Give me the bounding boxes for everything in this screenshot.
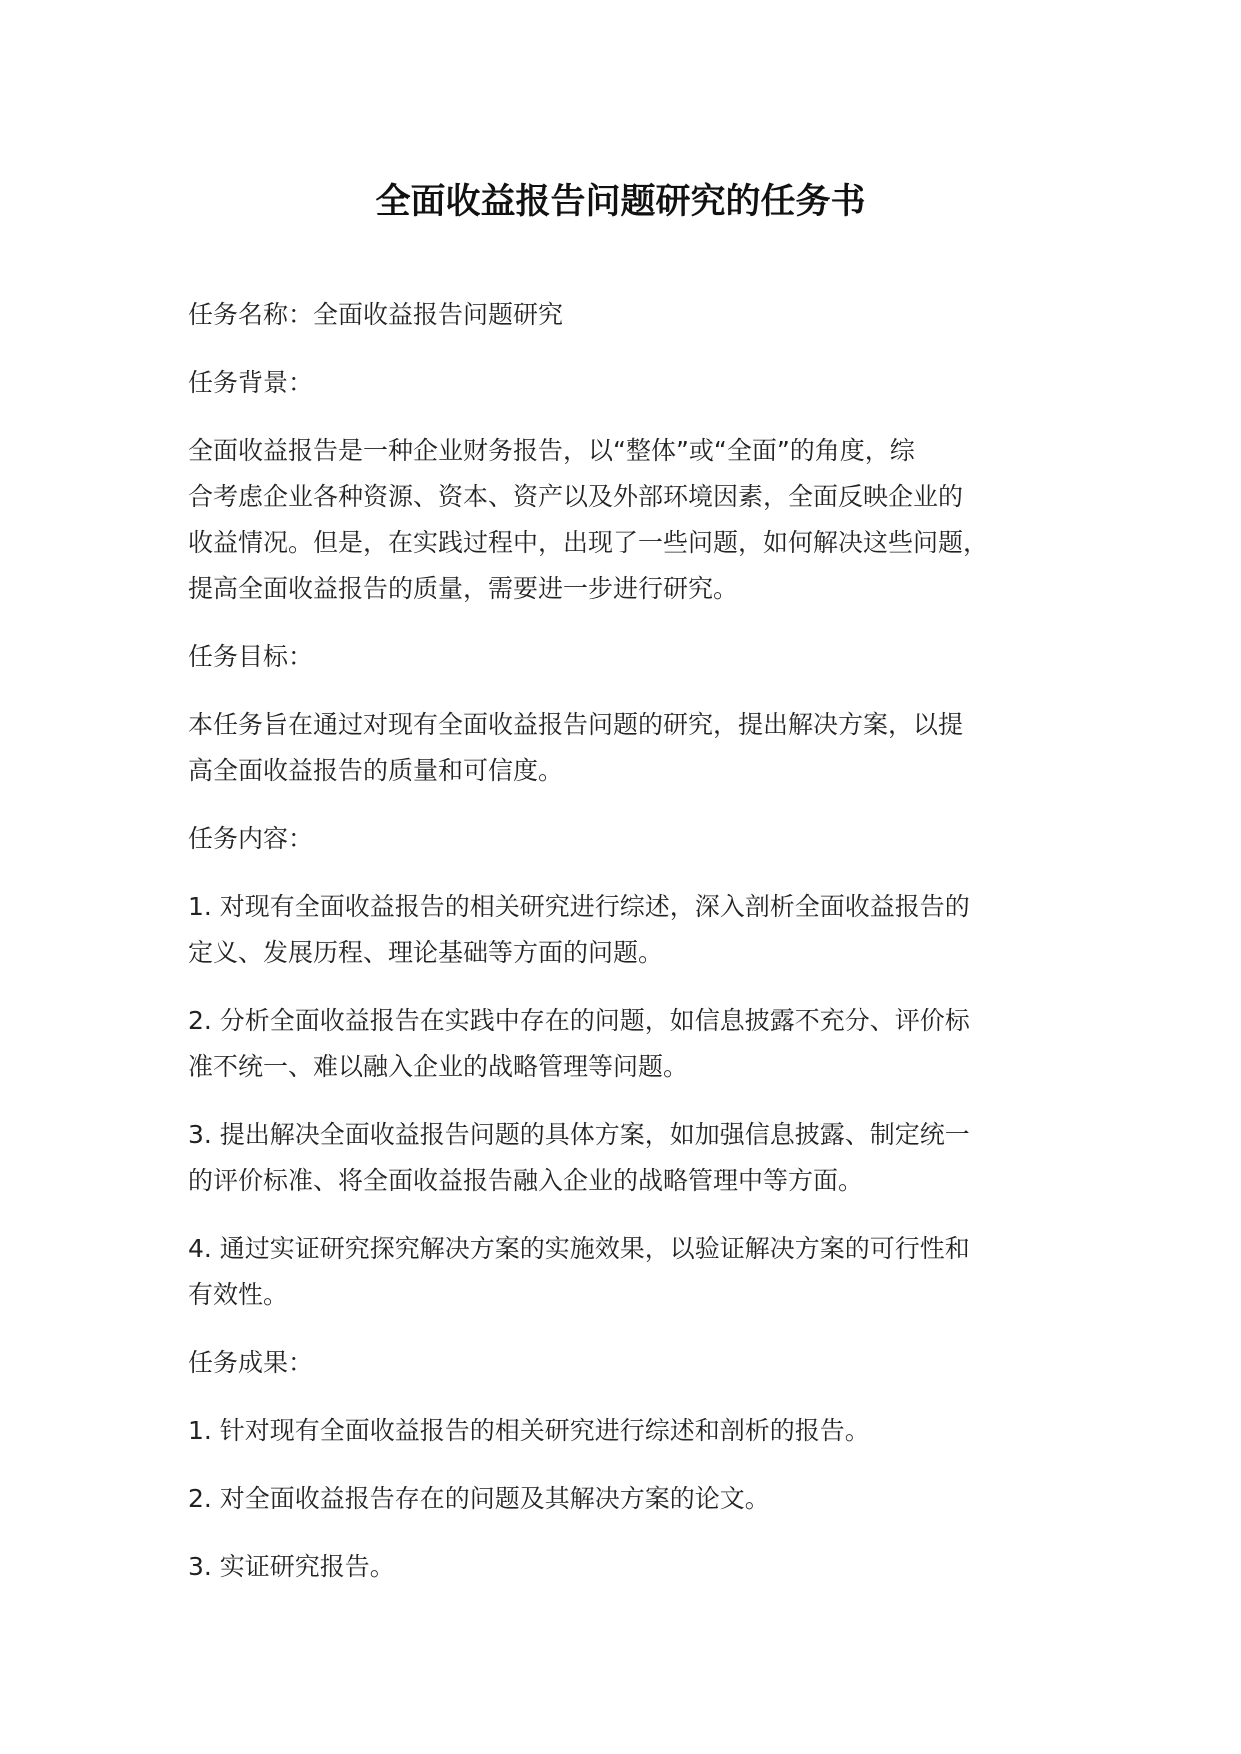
paragraph-task-name [188,292,1088,338]
paragraph-line: 的评价标准、将全面收益报告融入企业的战略管理中等方面。 [188,1166,864,1195]
document-title: 全面收益报告问题研究的任务书 [375,182,866,222]
paragraph-line: 任务内容： [188,824,314,853]
paragraph-line: 本任务旨在通过对现有全面收益报告问题的研究，提出解决方案，以提 [188,710,964,739]
paragraph-line: 任务名称：全面收益报告问题研究 [188,300,564,329]
content-item-1 [188,884,1088,976]
paragraph-line: 高全面收益报告的质量和可信度。 [188,756,564,785]
paragraph-line: 提高全面收益报告的质量，需要进一步进行研究。 [188,574,739,603]
content-item-2 [188,998,1088,1090]
paragraph-line: 收益情况。但是，在实践过程中，出现了一些问题，如何解决这些问题， [188,528,989,557]
paragraph-line: 2. 分析全面收益报告在实践中存在的问题，如信息披露不充分、评价标 [188,1006,970,1035]
paragraph-line: 定义、发展历程、理论基础等方面的问题。 [188,938,664,967]
document-body [188,292,1088,1612]
content-item-3 [188,1112,1088,1204]
heading-task-background [188,360,1088,406]
heading-task-goal [188,634,1088,680]
paragraph-line: 1. 针对现有全面收益报告的相关研究进行综述和剖析的报告。 [188,1416,870,1445]
paragraph-line: 2. 对全面收益报告存在的问题及其解决方案的论文。 [188,1484,770,1513]
heading-task-results [188,1340,1088,1386]
content-item-4 [188,1226,1088,1318]
paragraph-line: 任务背景： [188,368,314,397]
heading-task-content [188,816,1088,862]
paragraph-line: 1. 对现有全面收益报告的相关研究进行综述，深入剖析全面收益报告的 [188,892,970,921]
paragraph-line: 3. 提出解决全面收益报告问题的具体方案，如加强信息披露、制定统一 [188,1120,970,1149]
result-item-3 [188,1544,1088,1590]
paragraph-background [188,428,1088,612]
paragraph-line: 3. 实证研究报告。 [188,1552,395,1581]
paragraph-line: 准不统一、难以融入企业的战略管理等问题。 [188,1052,689,1081]
result-item-1 [188,1408,1088,1454]
result-item-2 [188,1476,1088,1522]
paragraph-line: 4. 通过实证研究探究解决方案的实施效果，以验证解决方案的可行性和 [188,1234,970,1263]
paragraph-goal [188,702,1088,794]
paragraph-line: 合考虑企业各种资源、资本、资产以及外部环境因素，全面反映企业的 [188,482,964,511]
paragraph-line: 任务目标： [188,642,314,671]
paragraph-line: 任务成果： [188,1348,314,1377]
paragraph-line: 有效性。 [188,1280,289,1309]
paragraph-line: 全面收益报告是一种企业财务报告，以“整体”或“全面”的角度，综 [188,436,915,465]
